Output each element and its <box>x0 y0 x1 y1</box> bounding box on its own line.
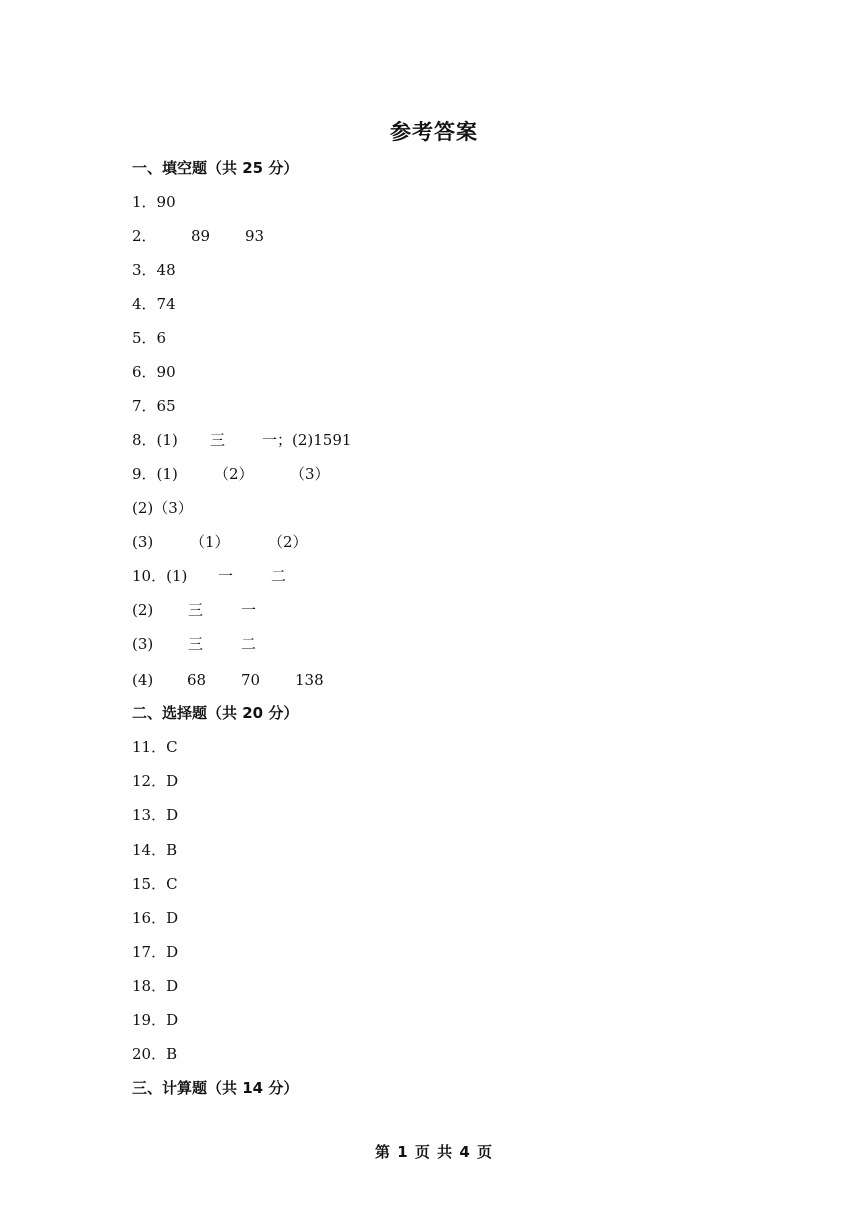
question-number: 13． <box>132 806 167 824</box>
answer-q10-part3 <box>132 632 532 656</box>
question-number: 1． <box>132 193 157 211</box>
question-number: (4) <box>132 671 154 689</box>
answer-value: 一；(2)1591 <box>262 431 352 449</box>
answer-value: 48 <box>156 261 176 279</box>
answer-value: 70 <box>241 671 261 689</box>
question-number: 19． <box>132 1011 167 1029</box>
answer-q18 <box>132 974 178 998</box>
question-number: 17． <box>132 943 167 961</box>
answer-value: 89 <box>191 227 211 245</box>
answer-value: 一 <box>241 601 257 619</box>
question-number: (3) <box>132 635 154 653</box>
answer-value: 三 <box>188 635 204 653</box>
answer-q10-part2 <box>132 598 532 622</box>
answer-q9 <box>132 462 532 486</box>
question-number: 16． <box>132 909 167 927</box>
section-multiple-choice: 二、选择题（共 20 分） <box>132 704 299 722</box>
answer-q2 <box>132 224 432 248</box>
answer-q9-part3 <box>132 530 532 554</box>
answer-q11 <box>132 735 178 759</box>
question-number: 4． <box>132 295 157 313</box>
answer-q16 <box>132 906 178 930</box>
question-number: 20． <box>132 1045 167 1063</box>
question-number: 9．(1) <box>132 465 178 483</box>
answer-value: 65 <box>156 397 176 415</box>
answer-value: 6 <box>156 329 167 347</box>
question-number: 7． <box>132 397 157 415</box>
answer-value: D <box>166 1011 179 1029</box>
question-number: 15． <box>132 875 167 893</box>
answer-q5 <box>132 326 166 350</box>
answer-q10-part4 <box>132 668 532 692</box>
question-number: 2． <box>132 227 157 245</box>
answer-q12 <box>132 769 178 793</box>
answer-value: 三 <box>188 601 204 619</box>
question-number: 6． <box>132 363 157 381</box>
answer-value: （3） <box>290 465 330 483</box>
answer-value: D <box>166 772 179 790</box>
answer-value: C <box>166 738 178 756</box>
answer-value: 二 <box>241 635 257 653</box>
answer-value: 93 <box>245 227 265 245</box>
answer-value: D <box>166 909 179 927</box>
answer-q19 <box>132 1008 178 1032</box>
answer-value: 68 <box>187 671 207 689</box>
question-number: 12． <box>132 772 167 790</box>
answer-q7 <box>132 394 176 418</box>
answer-q13 <box>132 803 178 827</box>
answer-q14 <box>132 838 177 862</box>
answer-q6 <box>132 360 176 384</box>
answer-value: （1） <box>190 533 230 551</box>
question-number: (2)（3） <box>132 499 193 517</box>
answer-q4 <box>132 292 176 316</box>
answer-q15 <box>132 872 178 896</box>
section-fill-in: 一、填空题（共 25 分） <box>132 159 299 177</box>
answer-value: D <box>166 977 179 995</box>
answer-value: B <box>166 841 178 859</box>
answer-q3 <box>132 258 176 282</box>
answer-value: 74 <box>156 295 176 313</box>
question-number: (3) <box>132 533 154 551</box>
page-footer: 第 1 页 共 4 页 <box>375 1143 493 1161</box>
answer-value: 一 <box>218 567 234 585</box>
question-number: 10．(1) <box>132 567 188 585</box>
question-number: 3． <box>132 261 157 279</box>
answer-value: （2） <box>214 465 254 483</box>
answer-value: 90 <box>156 363 176 381</box>
answer-value: B <box>166 1045 178 1063</box>
answer-value: D <box>166 943 179 961</box>
question-number: (2) <box>132 601 154 619</box>
page-title: 参考答案 <box>390 120 478 144</box>
answer-value: 二 <box>271 567 287 585</box>
answer-q1 <box>132 190 176 214</box>
question-number: 5． <box>132 329 157 347</box>
answer-value: （2） <box>268 533 308 551</box>
question-number: 14． <box>132 841 167 859</box>
answer-value: C <box>166 875 178 893</box>
section-calculation: 三、计算题（共 14 分） <box>132 1079 299 1097</box>
answer-q20 <box>132 1042 177 1066</box>
question-number: 18． <box>132 977 167 995</box>
question-number: 11． <box>132 738 167 756</box>
answer-value: 90 <box>156 193 176 211</box>
question-number: 8．(1) <box>132 431 178 449</box>
answer-value: D <box>166 806 179 824</box>
answer-q17 <box>132 940 178 964</box>
answer-q10 <box>132 564 532 588</box>
answer-value: 138 <box>295 671 324 689</box>
answer-q9-part2 <box>132 496 193 520</box>
answer-q8 <box>132 428 532 452</box>
answer-value: 三 <box>210 431 226 449</box>
